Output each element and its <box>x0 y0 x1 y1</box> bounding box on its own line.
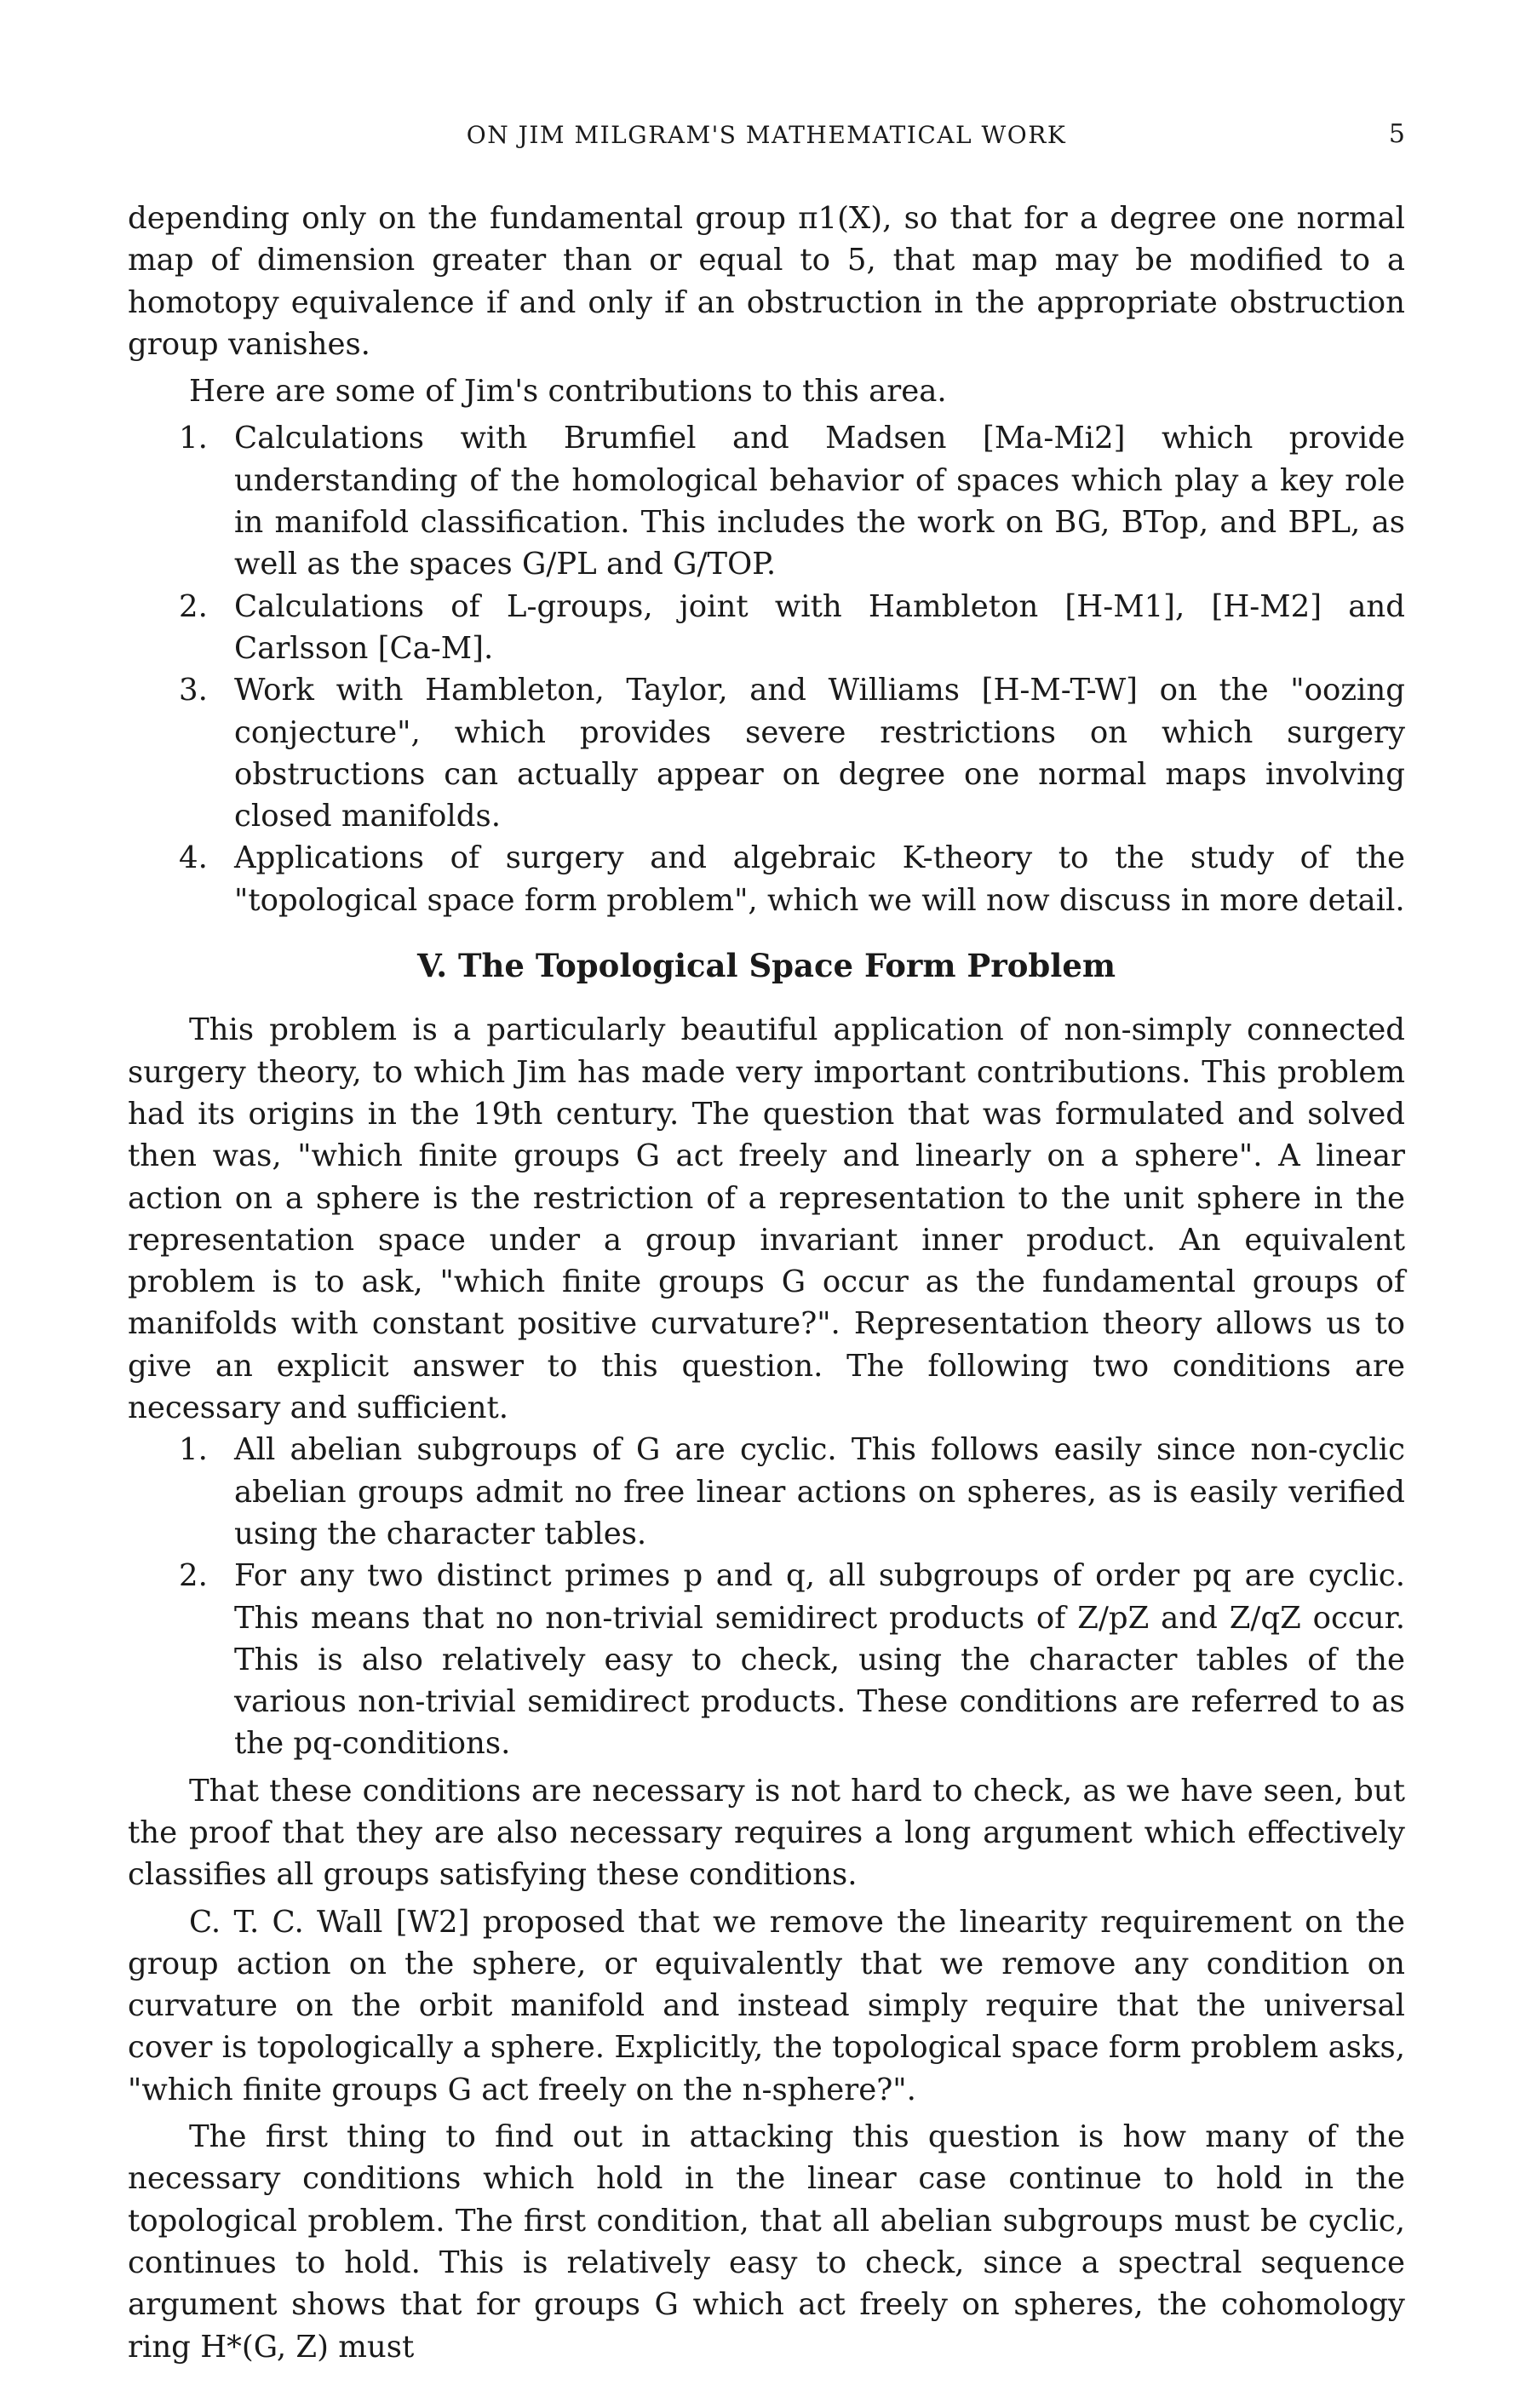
list-item <box>128 586 1405 670</box>
list-item <box>128 669 1405 837</box>
page-number: 5 <box>1388 119 1405 149</box>
section-paragraph: That these conditions are necessary is not hard to check, as we have seen, but the proof that they are also necessary requires a long argument which effectively classifies all groups satisfying these conditions. <box>128 1773 1405 1893</box>
conditions-list <box>128 1429 1405 1764</box>
list-item-number: 1. <box>179 421 208 456</box>
body-text <box>128 198 1405 2368</box>
running-title: ON JIM MILGRAM'S MATHEMATICAL WORK <box>466 121 1067 149</box>
intro-paragraph-continued: depending only on the fundamental group π1(X), so that for a degree one normal map of dimension greater than or equal to 5, that map may be modified to a homotopy equivalence if and only if an obstruction in the appropriate obstruction group vanishes. <box>128 201 1405 362</box>
section-paragraph: The first thing to find out in attacking this question is how many of the necessary conditions which hold in the linear case continue to hold in the topological problem. The first condition, that all abelian subgroups must be cyclic, continues to hold. This is relatively easy to check, since a spectral sequence argument shows that for groups G which act freely on spheres, the cohomology ring H*(G, Z) must <box>128 2119 1405 2365</box>
section-heading: V. The Topological Space Form Problem <box>416 947 1116 985</box>
list-item-text: Calculations of L-groups, joint with Hambleton [H-M1], [H-M2] and Carlsson [Ca-M]. <box>234 588 1405 666</box>
list-item-text: Work with Hambleton, Taylor, and Williams [H-M-T-W] on the "oozing conjecture", which provides severe restrictions on which surgery obstructions can actually appear on degree one normal maps involving closed manifolds. <box>234 673 1405 834</box>
list-item <box>128 417 1405 585</box>
list-item-number: 2. <box>179 588 208 624</box>
section-paragraph: C. T. C. Wall [W2] proposed that we remove the linearity requirement on the group action on the sphere, or equivalently that we remove any condition on curvature on the orbit manifold and instead simply require that the universal cover is topologically a sphere. Explicitly, the topological space form problem asks, "which finite groups G act freely on the n-sphere?". <box>128 1904 1405 2107</box>
list-item-number: 4. <box>179 840 208 876</box>
list-item-text: Calculations with Brumfiel and Madsen [Ma-Mi2] which provide understanding of the homological behavior of spaces which play a key role in manifold classification. This includes the work on BG, BTop, and BPL, as well as the spaces G/PL and G/TOP. <box>234 421 1405 582</box>
list-item <box>128 1555 1405 1764</box>
page-header <box>128 118 1405 160</box>
list-item-number: 3. <box>179 673 208 708</box>
list-item <box>128 837 1405 921</box>
list-item-text: All abelian subgroups of G are cyclic. This follows easily since non-cyclic abelian groups admit no free linear actions on spheres, as is easily verified using the character tables. <box>234 1432 1405 1551</box>
section-paragraph: This problem is a particularly beautiful application of non-simply connected surgery theory, to which Jim has made very important contributions. This problem had its origins in the 19th century. The question that was formulated and solved then was, "which finite groups G act freely and linearly on a sphere". A linear action on a sphere is the restriction of a representation to the unit sphere in the representation space under a group invariant inner product. An equivalent problem is to ask, "which finite groups G occur as the fundamental groups of manifolds with constant positive curvature?". Representation theory allows us to give an explicit answer to this question. The following two conditions are necessary and sufficient. <box>128 1012 1405 1426</box>
list-item-text: For any two distinct primes p and q, all subgroups of order pq are cyclic. This means that no non-trivial semidirect products of Z/pZ and Z/qZ occur. This is also relatively easy to check, using the character tables of the various non-trivial semidirect products. These conditions are referred to as the pq-conditions. <box>234 1558 1405 1762</box>
list-item-text: Applications of surgery and algebraic K-theory to the study of the "topological space form problem", which we will now discuss in more detail. <box>234 840 1405 918</box>
contributions-list <box>128 417 1405 921</box>
list-item-number: 1. <box>179 1432 208 1468</box>
list-item <box>128 1429 1405 1555</box>
list-item-number: 2. <box>179 1558 208 1594</box>
intro-paragraph: Here are some of Jim's contributions to this area. <box>189 374 947 410</box>
